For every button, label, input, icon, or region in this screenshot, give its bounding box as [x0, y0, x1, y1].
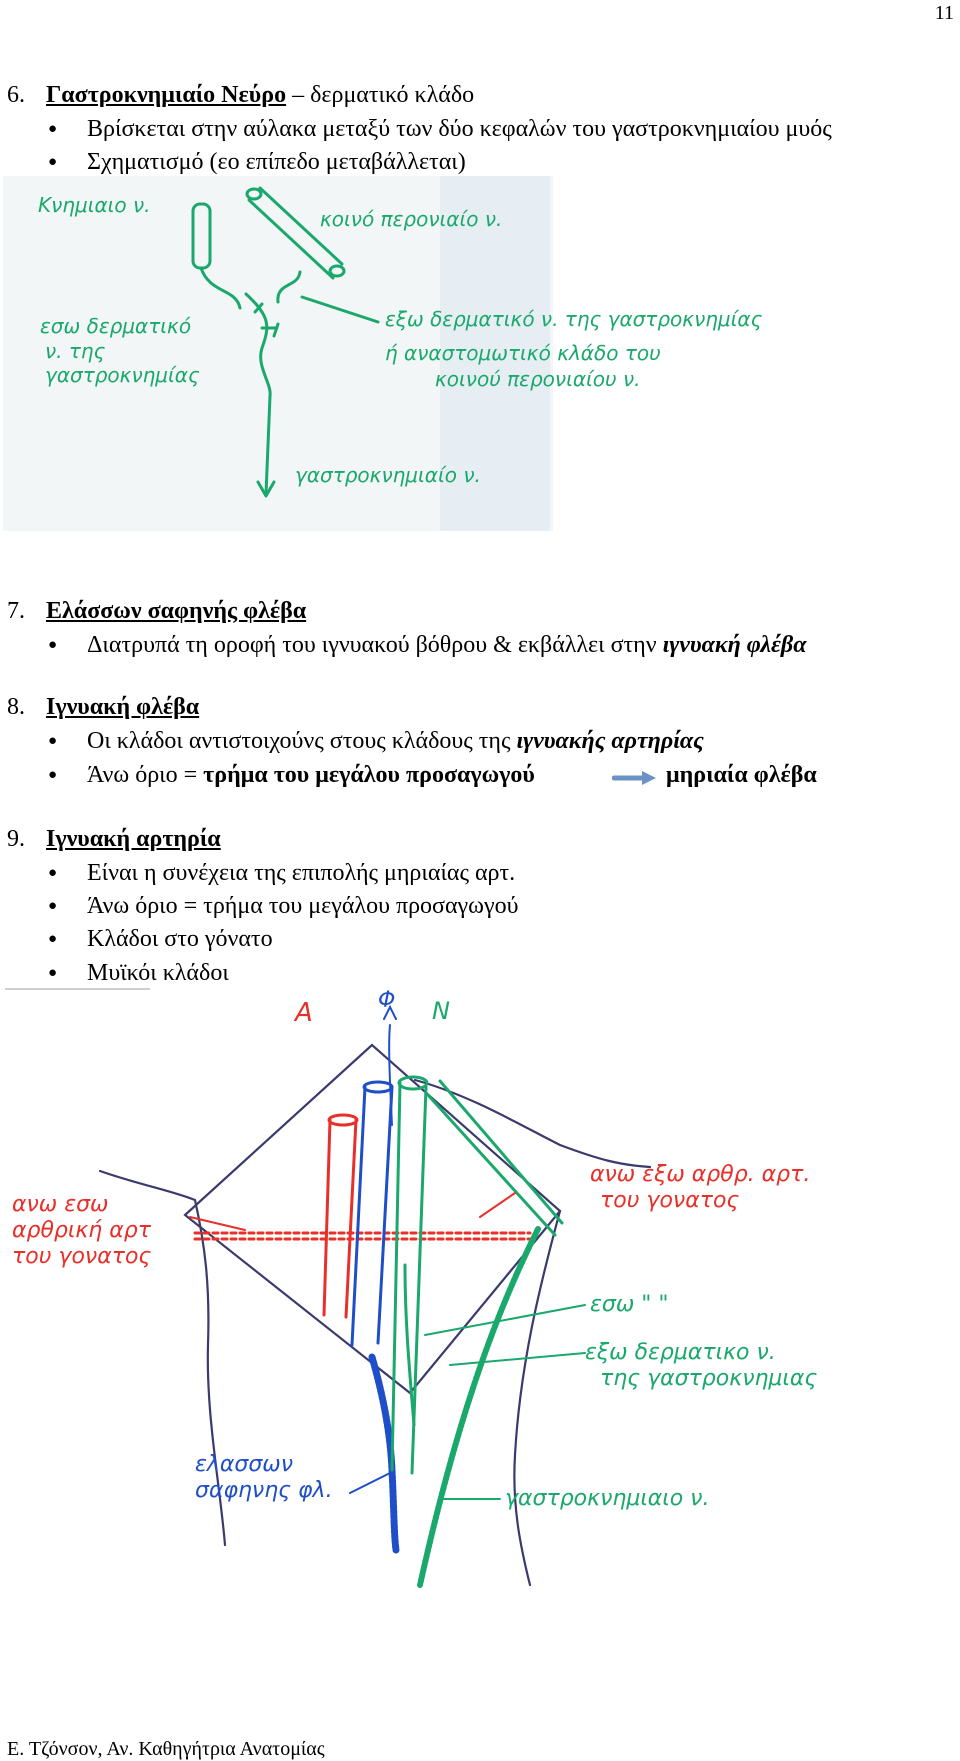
list-item	[0, 112, 960, 146]
emphasis-text: τρήμα του μεγάλου προσαγωγού	[203, 762, 535, 788]
bullet-text: Άνω όριο =	[87, 762, 204, 788]
section-6-heading	[0, 78, 960, 112]
bullet-text: Βρίσκεται στην αύλακα μεταξύ των δύο κεφαλών του γαστροκνημιαίου μυός	[87, 116, 832, 142]
label-artery: A	[295, 998, 313, 1028]
label-nerve: N	[432, 997, 450, 1025]
section-title: Γαστροκνημιαίο Νεύρο	[46, 82, 287, 108]
sural-nerve	[420, 1229, 538, 1585]
bullet-text: Διατρυπά τη οροφή του ιγνυακού βόθρου & εκβάλλει στην	[87, 632, 663, 658]
bullet-icon: ●	[48, 931, 58, 947]
label-medial-cutaneous-3: γαστροκνημίας	[45, 363, 200, 387]
bullet-icon: ●	[48, 965, 58, 981]
label-small-saphenous-2: σαφηνης φλ.	[195, 1478, 333, 1503]
label-lateral-cutaneous-2: ή αναστομωτικό κλάδο του	[385, 341, 661, 365]
emphasis-text: ιγνυακής αρτηρίας	[516, 728, 704, 754]
footer-author: Ε. Τζόνσον, Αν. Καθηγήτρια Ανατομίας	[7, 1738, 325, 1760]
list-item	[0, 628, 960, 662]
common-peroneal-nerve	[428, 1095, 555, 1235]
popliteal-vein-end	[364, 1082, 392, 1092]
label-superior-medial-genicular-3: του γονατος	[12, 1244, 152, 1269]
list-item	[0, 856, 960, 890]
bullet-icon: ●	[48, 121, 58, 137]
bullet-icon: ●	[48, 767, 58, 783]
section-title: Ελάσσων σαφηνής φλέβα	[46, 598, 307, 624]
tibial-nerve	[392, 1083, 400, 1470]
popliteal-vein	[352, 1087, 365, 1345]
label-medial-sural-cutaneous: εσω " "	[590, 1292, 669, 1317]
label-lateral-sural-cutaneous-2: της γαστροκνημιας	[600, 1366, 818, 1391]
bullet-text: Οι κλάδοι αντιστοιχούνς στους κλάδους της	[87, 728, 517, 754]
section-number: 8.	[7, 694, 25, 720]
bullet-text: Μυϊκόι κλάδοι	[87, 960, 229, 986]
fossa-outline	[185, 1045, 560, 1393]
label-sural-nerve: γαστροκνημιαιο ν.	[505, 1486, 710, 1511]
bullet-icon: ●	[48, 865, 58, 881]
pointer-lateral-sural	[450, 1353, 585, 1365]
sural-nerve-diagram	[0, 176, 960, 536]
section-subtitle: – δερματικό κλάδο	[286, 82, 475, 108]
pointer-left	[190, 1217, 245, 1230]
bullet-icon: ●	[48, 898, 58, 914]
label-superior-lateral-genicular-2: του γονατος	[600, 1188, 740, 1213]
section-9-heading	[0, 822, 960, 856]
list-item	[0, 724, 960, 758]
label-medial-cutaneous-2: ν. της	[45, 339, 106, 363]
pointer-medial-sural	[425, 1305, 585, 1335]
bullet-icon: ●	[48, 154, 58, 170]
popliteal-artery-end	[329, 1115, 357, 1125]
section-number: 7.	[7, 598, 25, 624]
section-7-heading	[0, 594, 960, 628]
label-lateral-cutaneous-1: εξω δερματικό ν. της γαστροκνημίας	[385, 307, 763, 331]
bullet-text: Άνω όριο = τρήμα του μεγάλου προσαγωγού	[87, 893, 519, 919]
list-item	[0, 758, 960, 792]
label-superior-medial-genicular-1: ανω εσω	[12, 1192, 109, 1217]
section-number: 6.	[7, 82, 25, 108]
popliteal-fossa-diagram	[0, 985, 960, 1610]
label-sural-nerve: γαστροκνημιαίο ν.	[295, 463, 481, 487]
label-superior-lateral-genicular-1: ανω εξω αρθρ. αρτ.	[590, 1162, 811, 1187]
pointer-ssv	[350, 1473, 390, 1493]
list-item	[0, 145, 960, 179]
popliteal-vein	[378, 1087, 392, 1343]
bullet-text: Σχηματισμό (εο επίπεδο μεταβάλλεται)	[87, 149, 466, 175]
bullet-icon: ●	[48, 733, 58, 749]
label-medial-cutaneous-1: εσω δερματικό	[40, 314, 192, 338]
section-title: Ιγνυακή φλέβα	[46, 694, 200, 720]
target-text: μηριαία φλέβα	[666, 762, 817, 788]
pointer-right	[480, 1193, 515, 1217]
bullet-icon: ●	[48, 637, 58, 653]
label-superior-medial-genicular-2: αρθρική αρτ	[12, 1218, 151, 1243]
label-lateral-cutaneous-3: κοινού περονιαίου ν.	[435, 367, 641, 391]
list-item	[0, 922, 960, 956]
section-8-heading	[0, 690, 960, 724]
medial-cutaneous-branch	[405, 1265, 414, 1425]
label-vein: Φ	[378, 988, 396, 1013]
arrow-right-icon	[612, 768, 660, 788]
bullet-text: Είναι η συνέχεια της επιπολής μηριαίας αρτ.	[87, 860, 516, 886]
list-item	[0, 889, 960, 923]
emphasis-text: ιγνυακή φλέβα	[662, 632, 807, 658]
label-common-peroneal-nerve: κοινό περονιαίο ν.	[320, 207, 503, 231]
label-lateral-sural-cutaneous-1: εξω δερματικο ν.	[585, 1340, 776, 1365]
page-number: 11	[934, 2, 954, 24]
popliteal-artery	[324, 1120, 330, 1315]
section-number: 9.	[7, 826, 25, 852]
section-title: Ιγνυακή αρτηρία	[46, 826, 221, 852]
bullet-text: Κλάδοι στο γόνατο	[87, 926, 273, 952]
label-tibial-nerve: Κνημιαιο ν.	[38, 193, 151, 217]
label-small-saphenous-1: ελασσων	[195, 1452, 294, 1477]
